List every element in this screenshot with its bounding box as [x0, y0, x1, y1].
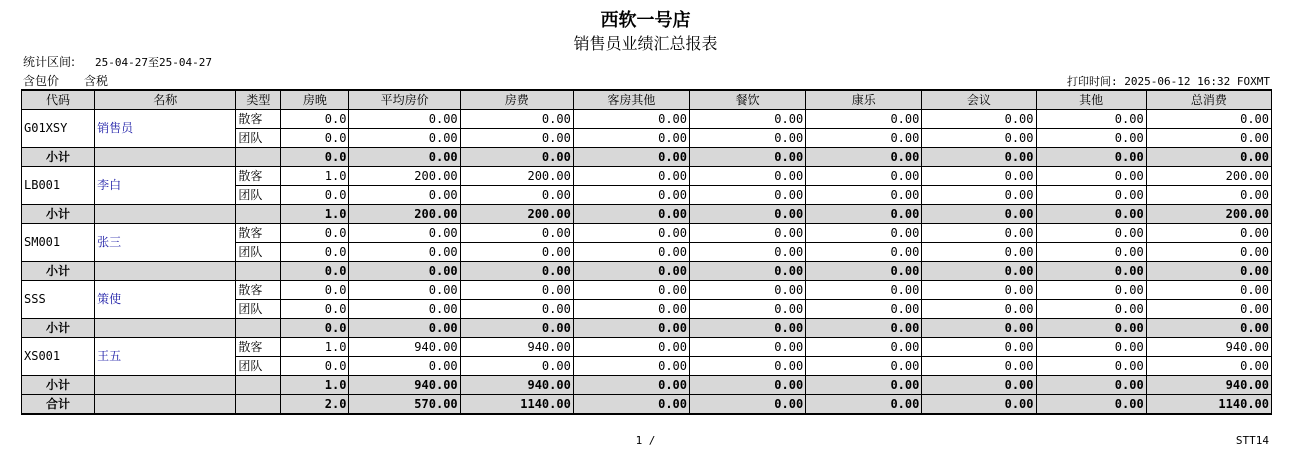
grand-total-value: 0.00 [1036, 395, 1146, 415]
value-cell: 0.00 [922, 357, 1036, 376]
value-cell: 0.00 [349, 186, 460, 205]
empty-cell [236, 319, 281, 338]
value-cell: 0.00 [573, 110, 689, 129]
empty-cell [236, 148, 281, 167]
period-value: 25-04-27至25-04-27 [95, 56, 212, 69]
subtotal-row [22, 205, 1272, 224]
value-cell: 0.00 [690, 281, 806, 300]
value-cell: 0.00 [1036, 224, 1146, 243]
subtotal-value: 940.00 [1146, 376, 1271, 395]
value-cell: 0.00 [460, 224, 573, 243]
subtotal-value: 0.00 [690, 319, 806, 338]
value-cell: 0.00 [1036, 300, 1146, 319]
value-cell: 0.00 [573, 186, 689, 205]
report-code: STT14 [1235, 434, 1269, 447]
subtotal-value: 0.00 [922, 376, 1036, 395]
value-cell: 200.00 [1146, 167, 1271, 186]
subtotal-value: 0.00 [573, 262, 689, 281]
value-cell: 0.0 [281, 129, 349, 148]
subtotal-value: 940.00 [349, 376, 460, 395]
salesperson-name: 王五 [95, 338, 236, 376]
value-cell: 0.00 [806, 129, 922, 148]
subtotal-label: 小计 [22, 262, 95, 281]
column-header: 会议 [922, 90, 1036, 110]
value-cell: 0.00 [1146, 129, 1271, 148]
value-cell: 200.00 [460, 167, 573, 186]
subtotal-value: 0.00 [460, 319, 573, 338]
subtotal-value: 0.00 [1146, 319, 1271, 338]
empty-cell [236, 395, 281, 415]
value-cell: 0.00 [573, 281, 689, 300]
value-cell: 0.00 [690, 167, 806, 186]
value-cell: 0.00 [690, 300, 806, 319]
column-header: 房费 [460, 90, 573, 110]
value-cell: 0.00 [806, 281, 922, 300]
column-header: 客房其他 [573, 90, 689, 110]
period-label: 统计区间: [23, 55, 76, 69]
subtotal-value: 1.0 [281, 205, 349, 224]
subtotal-value: 0.00 [573, 376, 689, 395]
subtotal-value: 0.00 [690, 148, 806, 167]
column-header: 房晚 [281, 90, 349, 110]
subtotal-label: 小计 [22, 319, 95, 338]
subtotal-value: 0.0 [281, 262, 349, 281]
empty-cell [95, 262, 236, 281]
value-cell: 0.0 [281, 357, 349, 376]
value-cell: 0.00 [1146, 281, 1271, 300]
value-cell: 0.00 [806, 224, 922, 243]
guest-type: 团队 [236, 243, 281, 262]
grand-total-label: 合计 [22, 395, 95, 415]
subtotal-value: 0.00 [460, 262, 573, 281]
value-cell: 1.0 [281, 167, 349, 186]
subtotal-value: 0.0 [281, 148, 349, 167]
subtotal-value: 1.0 [281, 376, 349, 395]
value-cell: 940.00 [1146, 338, 1271, 357]
grand-total-value: 570.00 [349, 395, 460, 415]
value-cell: 0.0 [281, 300, 349, 319]
subtotal-value: 0.00 [922, 205, 1036, 224]
value-cell: 0.00 [1146, 243, 1271, 262]
empty-cell [236, 262, 281, 281]
value-cell: 0.00 [690, 129, 806, 148]
subtotal-value: 0.00 [690, 205, 806, 224]
grand-total-value: 0.00 [922, 395, 1036, 415]
value-cell: 0.00 [690, 243, 806, 262]
value-cell: 0.00 [1036, 167, 1146, 186]
value-cell: 0.00 [922, 300, 1036, 319]
empty-cell [95, 205, 236, 224]
guest-type: 散客 [236, 224, 281, 243]
subtotal-value: 200.00 [1146, 205, 1271, 224]
value-cell: 0.00 [806, 167, 922, 186]
subtotal-value: 0.00 [922, 262, 1036, 281]
sales-report-table [21, 89, 1272, 415]
value-cell: 0.00 [460, 281, 573, 300]
value-cell: 0.00 [1036, 338, 1146, 357]
column-header: 餐饮 [690, 90, 806, 110]
salesperson-code: SSS [22, 281, 95, 319]
column-header: 类型 [236, 90, 281, 110]
value-cell: 0.00 [1036, 243, 1146, 262]
value-cell: 0.00 [1036, 281, 1146, 300]
value-cell: 0.00 [806, 186, 922, 205]
value-cell: 0.00 [349, 300, 460, 319]
value-cell: 0.00 [460, 243, 573, 262]
value-cell: 0.00 [1036, 357, 1146, 376]
subtotal-value: 0.00 [806, 148, 922, 167]
subtotal-value: 0.00 [573, 205, 689, 224]
subtotal-value: 0.00 [1036, 376, 1146, 395]
salesperson-code: LB001 [22, 167, 95, 205]
value-cell: 940.00 [460, 338, 573, 357]
subtotal-row [22, 148, 1272, 167]
value-cell: 0.00 [1146, 224, 1271, 243]
table-row [22, 110, 1272, 129]
value-cell: 0.00 [460, 110, 573, 129]
value-cell: 940.00 [349, 338, 460, 357]
subtotal-value: 0.00 [573, 148, 689, 167]
subtotal-value: 0.00 [806, 319, 922, 338]
subtotal-value: 0.00 [460, 148, 573, 167]
hotel-name: 西软一号店 [600, 10, 691, 31]
value-cell: 0.00 [573, 300, 689, 319]
grand-total-value: 0.00 [573, 395, 689, 415]
value-cell: 0.00 [922, 167, 1036, 186]
value-cell: 0.00 [460, 129, 573, 148]
guest-type: 团队 [236, 357, 281, 376]
subtotal-value: 0.00 [1146, 262, 1271, 281]
subtotal-row [22, 376, 1272, 395]
subtotal-value: 0.00 [573, 319, 689, 338]
header-row [22, 90, 1272, 110]
grand-total-value: 1140.00 [1146, 395, 1271, 415]
guest-type: 散客 [236, 110, 281, 129]
value-cell: 0.00 [573, 224, 689, 243]
column-header: 康乐 [806, 90, 922, 110]
column-header: 其他 [1036, 90, 1146, 110]
guest-type: 散客 [236, 167, 281, 186]
subtotal-value: 0.00 [806, 205, 922, 224]
grand-total-row [22, 395, 1272, 415]
table-row [22, 338, 1272, 357]
value-cell: 0.00 [460, 186, 573, 205]
empty-cell [236, 205, 281, 224]
guest-type: 团队 [236, 186, 281, 205]
grand-total-value: 0.00 [690, 395, 806, 415]
subtotal-value: 0.00 [1036, 319, 1146, 338]
subtotal-value: 0.00 [1146, 148, 1271, 167]
value-cell: 0.00 [690, 110, 806, 129]
column-header: 名称 [95, 90, 236, 110]
value-cell: 0.0 [281, 243, 349, 262]
value-cell: 0.0 [281, 186, 349, 205]
subtotal-label: 小计 [22, 376, 95, 395]
subtotal-value: 200.00 [349, 205, 460, 224]
empty-cell [95, 319, 236, 338]
grand-total-value: 0.00 [806, 395, 922, 415]
table-row [22, 224, 1272, 243]
value-cell: 0.00 [922, 243, 1036, 262]
value-cell: 0.00 [1036, 129, 1146, 148]
value-cell: 0.00 [573, 129, 689, 148]
value-cell: 0.00 [573, 357, 689, 376]
subtotal-value: 0.00 [1036, 205, 1146, 224]
subtotal-value: 0.00 [349, 262, 460, 281]
value-cell: 0.00 [806, 338, 922, 357]
column-header: 总消费 [1146, 90, 1271, 110]
subtotal-value: 0.00 [1036, 148, 1146, 167]
subtotal-value: 0.00 [806, 376, 922, 395]
value-cell: 0.00 [573, 243, 689, 262]
value-cell: 0.00 [922, 186, 1036, 205]
value-cell: 0.00 [806, 357, 922, 376]
value-cell: 0.00 [690, 338, 806, 357]
subtotal-value: 0.00 [1036, 262, 1146, 281]
value-cell: 0.00 [922, 110, 1036, 129]
value-cell: 0.00 [690, 357, 806, 376]
empty-cell [95, 376, 236, 395]
subtotal-value: 0.00 [349, 319, 460, 338]
salesperson-name: 李白 [95, 167, 236, 205]
value-cell: 0.00 [460, 357, 573, 376]
subtotal-value: 0.00 [922, 319, 1036, 338]
value-cell: 1.0 [281, 338, 349, 357]
guest-type: 团队 [236, 300, 281, 319]
page-number: 1 / [635, 434, 656, 447]
empty-cell [95, 148, 236, 167]
value-cell: 0.0 [281, 224, 349, 243]
subtotal-value: 940.00 [460, 376, 573, 395]
value-cell: 0.00 [460, 300, 573, 319]
value-cell: 0.00 [690, 186, 806, 205]
value-cell: 0.00 [573, 167, 689, 186]
value-cell: 0.00 [806, 243, 922, 262]
grand-total-value: 2.0 [281, 395, 349, 415]
print-time: 打印时间: 2025-06-12 16:32 FOXMT [1067, 75, 1270, 88]
price-label: 含包价 [23, 74, 60, 88]
column-header: 平均房价 [349, 90, 460, 110]
report-body [22, 110, 1272, 415]
value-cell: 0.00 [349, 110, 460, 129]
empty-cell [236, 376, 281, 395]
value-cell: 0.00 [922, 281, 1036, 300]
subtotal-row [22, 262, 1272, 281]
salesperson-code: G01XSY [22, 110, 95, 148]
value-cell: 0.00 [1146, 186, 1271, 205]
guest-type: 散客 [236, 281, 281, 300]
column-header: 代码 [22, 90, 95, 110]
value-cell: 0.00 [690, 224, 806, 243]
subtotal-label: 小计 [22, 148, 95, 167]
tax-label: 含税 [84, 74, 109, 88]
value-cell: 0.00 [1036, 110, 1146, 129]
value-cell: 200.00 [349, 167, 460, 186]
salesperson-code: SM001 [22, 224, 95, 262]
value-cell: 0.00 [1036, 186, 1146, 205]
subtotal-value: 0.00 [690, 376, 806, 395]
report-title: 销售员业绩汇总报表 [573, 34, 718, 53]
value-cell: 0.00 [349, 224, 460, 243]
value-cell: 0.00 [1146, 110, 1271, 129]
guest-type: 团队 [236, 129, 281, 148]
subtotal-row [22, 319, 1272, 338]
subtotal-value: 0.0 [281, 319, 349, 338]
value-cell: 0.00 [806, 110, 922, 129]
salesperson-name: 张三 [95, 224, 236, 262]
subtotal-value: 0.00 [922, 148, 1036, 167]
value-cell: 0.00 [922, 129, 1036, 148]
subtotal-value: 0.00 [690, 262, 806, 281]
subtotal-label: 小计 [22, 205, 95, 224]
value-cell: 0.00 [349, 129, 460, 148]
value-cell: 0.00 [806, 300, 922, 319]
subtotal-value: 0.00 [806, 262, 922, 281]
salesperson-name: 销售员 [95, 110, 236, 148]
value-cell: 0.0 [281, 281, 349, 300]
value-cell: 0.00 [1146, 357, 1271, 376]
table-row [22, 281, 1272, 300]
subtotal-value: 0.00 [349, 148, 460, 167]
grand-total-value: 1140.00 [460, 395, 573, 415]
value-cell: 0.0 [281, 110, 349, 129]
salesperson-name: 策使 [95, 281, 236, 319]
value-cell: 0.00 [922, 338, 1036, 357]
guest-type: 散客 [236, 338, 281, 357]
value-cell: 0.00 [1146, 300, 1271, 319]
salesperson-code: XS001 [22, 338, 95, 376]
value-cell: 0.00 [349, 243, 460, 262]
empty-cell [95, 395, 236, 415]
value-cell: 0.00 [349, 281, 460, 300]
subtotal-value: 200.00 [460, 205, 573, 224]
value-cell: 0.00 [922, 224, 1036, 243]
value-cell: 0.00 [573, 338, 689, 357]
table-row [22, 167, 1272, 186]
value-cell: 0.00 [349, 357, 460, 376]
